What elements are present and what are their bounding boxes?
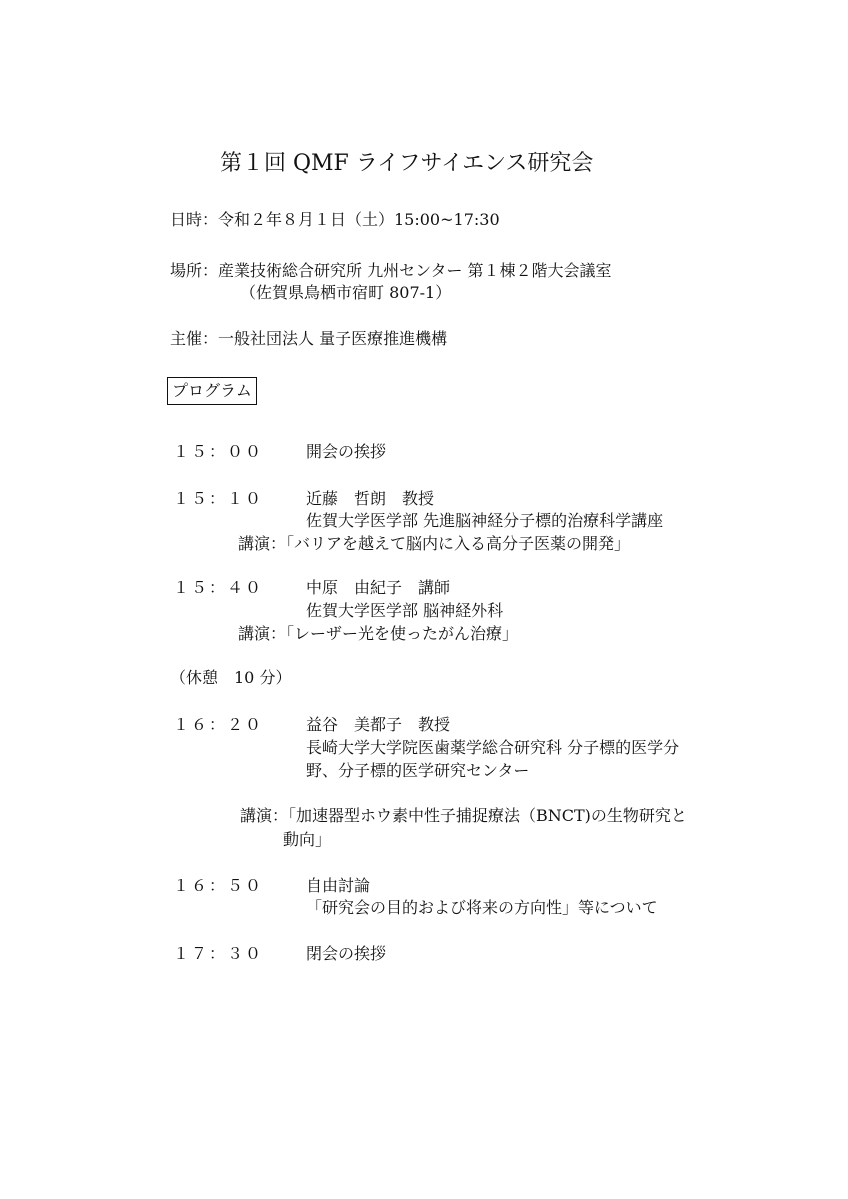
program-time: １６：２０ xyxy=(173,715,264,734)
lecture-title: 講演：「加速器型ホウ素中性子捕捉療法（BNCT)の生物研究と xyxy=(240,806,687,825)
speaker-affiliation: 佐賀大学医学部 脳神経外科 xyxy=(306,601,504,620)
speaker-name: 中原 由紀子 講師 xyxy=(306,578,451,597)
organizer-line: 主催：一般社団法人 量子医療推進機構 xyxy=(170,329,448,348)
lecture-title-cont: 動向」 xyxy=(283,830,332,849)
venue-line: 場所：産業技術総合研究所 九州センター 第１棟２階大会議室 xyxy=(170,261,612,280)
speaker-name: 益谷 美都子 教授 xyxy=(306,715,451,734)
date-line: 日時：令和２年８月１日（土）15:00~17:30 xyxy=(170,210,500,229)
program-item-text: 閉会の挨拶 xyxy=(306,944,387,963)
program-item-text: 自由討論 xyxy=(306,876,371,895)
page-title: 第１回 QMF ライフサイエンス研究会 xyxy=(220,151,594,176)
program-time: １６：５０ xyxy=(173,876,264,895)
program-item-text: 開会の挨拶 xyxy=(306,442,387,461)
program-time: １５：１０ xyxy=(173,489,264,508)
speaker-affiliation-cont: 野、分子標的医学研究センター xyxy=(306,761,530,780)
lecture-title: 講演：「レーザー光を使ったがん治療」 xyxy=(238,624,519,643)
speaker-affiliation: 長崎大学大学院医歯薬学総合研究科 分子標的医学分 xyxy=(306,738,680,757)
speaker-affiliation: 佐賀大学医学部 先進脳神経分子標的治療科学講座 xyxy=(306,511,664,530)
venue-address: （佐賀県鳥栖市宿町 807-1） xyxy=(240,283,452,302)
lecture-title: 講演：「バリアを越えて脳内に入る高分子医薬の開発」 xyxy=(238,534,631,553)
program-time: １７：３０ xyxy=(173,944,264,963)
speaker-name: 近藤 哲朗 教授 xyxy=(306,489,435,508)
program-time: １５：４０ xyxy=(173,578,264,597)
discussion-topic: 「研究会の目的および将来の方向性」等について xyxy=(306,898,658,917)
program-time: １５：００ xyxy=(173,442,264,461)
program-heading: プログラム xyxy=(167,377,257,405)
break-notice: （休憩 10 分） xyxy=(170,668,292,687)
